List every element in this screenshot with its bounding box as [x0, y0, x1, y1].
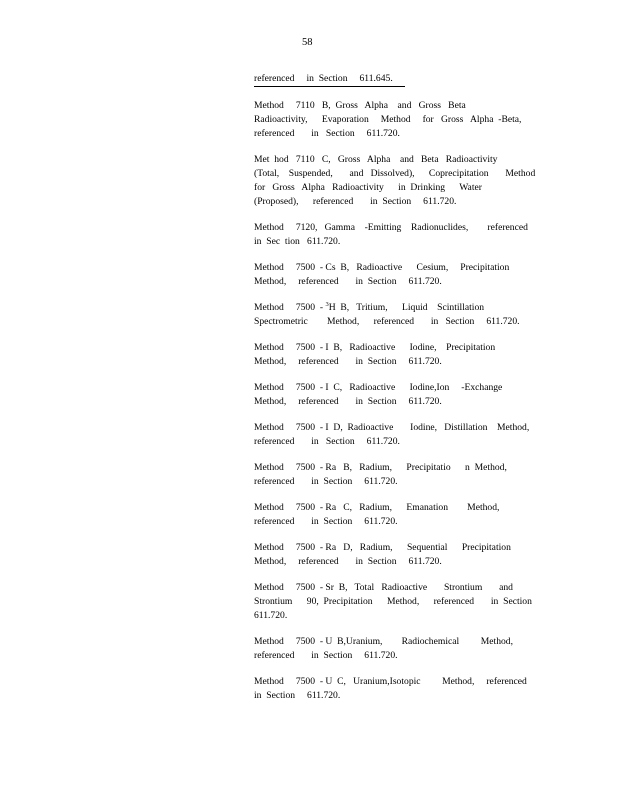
isotope-superscript: 3 [325, 301, 329, 308]
method-entries [254, 99, 539, 703]
entry-line: Method 7500 - U B,Uranium, Radiochemical Method, [254, 636, 513, 647]
continued-reference-text: referenced in Section 611.645. [254, 72, 405, 87]
entry-line: Method 7500 - Cs B, Radioactive Cesium, Precipitation [254, 262, 510, 273]
method-entry [254, 301, 539, 329]
entry-line: Method 7500 - I D, Radioactive Iodine, Distillation Method, [254, 422, 530, 433]
reference-list [254, 72, 539, 715]
entry-line: Method, referenced in Section 611.720. [254, 556, 442, 567]
entry-line: Method, referenced in Section 611.720. [254, 396, 442, 407]
method-entry [254, 635, 539, 663]
method-entry [254, 341, 539, 369]
entry-line: Method 7500 - Sr B, Total Radioactive Strontium and [254, 582, 513, 593]
entry-line: in Sec tion 611.720. [254, 236, 341, 247]
entry-line: Method 7500 - I C, Radioactive Iodine,Ion -Exchange [254, 382, 503, 393]
entry-line: Method 7500 - Ra D, Radium, Sequential Precipitation [254, 542, 511, 553]
method-entry [254, 581, 539, 623]
entry-line [254, 301, 539, 315]
method-entry [254, 381, 539, 409]
entry-line-rest: H B, Tritium, Liquid Scintillation [328, 302, 485, 313]
entry-line: Strontium 90, Precipitation Method, referenced in Section [254, 596, 532, 607]
entry-line: referenced in Section 611.720. [254, 650, 398, 661]
entry-line-prefix: Method 7500 - [254, 302, 324, 313]
entry-line: Method 7500 - U C, Uranium,Isotopic Method, referenced [254, 676, 527, 687]
entry-line: Met hod 7110 C, Gross Alpha and Beta Radioactivity [254, 154, 498, 165]
entry-line: 611.720. [254, 610, 288, 621]
continued-reference [254, 72, 539, 99]
method-entry [254, 221, 539, 249]
method-entry [254, 541, 539, 569]
entry-line: Method, referenced in Section 611.720. [254, 356, 442, 367]
method-entry [254, 99, 539, 141]
method-entry [254, 501, 539, 529]
entry-line: Method 7500 - Ra C, Radium, Emanation Method, [254, 502, 500, 513]
entry-line: Method 7110 B, Gross Alpha and Gross Beta [254, 100, 466, 111]
method-entry [254, 421, 539, 449]
entry-line: Radioactivity, Evaporation Method for Gross Alpha -Beta, [254, 114, 522, 125]
entry-line: referenced in Section 611.720. [254, 128, 400, 139]
entry-line: Method 7500 - Ra B, Radium, Precipitatio n Method, [254, 462, 507, 473]
entry-line: (Proposed), referenced in Section 611.720. [254, 196, 457, 207]
method-entry [254, 261, 539, 289]
method-entry [254, 675, 539, 703]
entry-line: referenced in Section 611.720. [254, 476, 398, 487]
entry-line: Method 7120, Gamma -Emitting Radionuclides, referenced [254, 222, 528, 233]
entry-line: referenced in Section 611.720. [254, 436, 400, 447]
entry-line: Method 7500 - I B, Radioactive Iodine, Precipitation [254, 342, 496, 353]
page-number: 58 [302, 37, 313, 48]
entry-line: in Section 611.720. [254, 690, 341, 701]
method-entry [254, 153, 539, 209]
entry-line: for Gross Alpha Radioactivity in Drinking Water [254, 182, 482, 193]
entry-line: Spectrometric Method, referenced in Section 611.720. [254, 316, 520, 327]
entry-line: Method, referenced in Section 611.720. [254, 276, 442, 287]
method-entry [254, 461, 539, 489]
entry-line: (Total, Suspended, and Dissolved), Coprecipitation Method [254, 168, 536, 179]
entry-line: referenced in Section 611.720. [254, 516, 398, 527]
